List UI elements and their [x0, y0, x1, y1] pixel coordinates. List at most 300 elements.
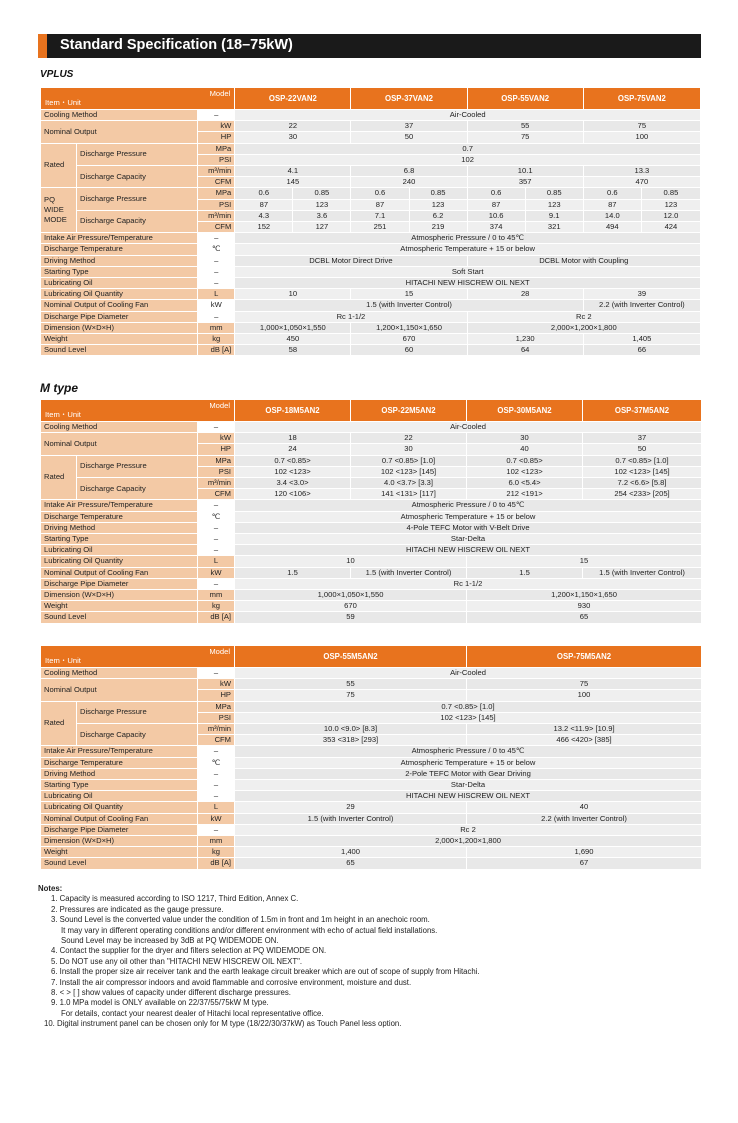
cell-value: 0.85 [409, 188, 467, 199]
cell-value: 28 [467, 289, 583, 300]
row-label: Nominal Output [41, 433, 198, 455]
cell-value: HITACHI NEW HISCREW OIL NEXT [235, 545, 702, 556]
row-label: Sound Level [41, 345, 198, 356]
header-row [41, 646, 702, 668]
cell-value: 102 <123> [145] [351, 466, 467, 477]
sub-label: Discharge Pressure [77, 143, 198, 165]
table-row [41, 768, 702, 779]
cell-value: 59 [235, 612, 467, 623]
pq-label-line: PQ [44, 195, 55, 205]
cell-value: 4.0 <3.7> [3.3] [351, 478, 467, 489]
table-row [41, 578, 702, 589]
cell-value: Rc 1-1/2 [235, 311, 467, 322]
cell-value: 494 [583, 222, 641, 233]
row-label: Lubricating Oil [41, 791, 198, 802]
table-row [41, 422, 702, 433]
cell-value: 30 [467, 433, 583, 444]
row-unit: – [198, 768, 235, 779]
table-row [41, 255, 701, 266]
cell-value: 1.5 (with Inverter Control) [351, 567, 467, 578]
cell-value: Air-Cooled [235, 110, 701, 121]
row-label: Sound Level [41, 612, 198, 623]
row-unit: – [198, 578, 235, 589]
table-row [41, 266, 701, 277]
cell-value: 930 [467, 601, 702, 612]
cell-value: 670 [235, 601, 467, 612]
cell-value: 251 [351, 222, 409, 233]
cell-value: 4.1 [235, 166, 351, 177]
row-unit: mm [198, 590, 235, 601]
cell-value: 0.85 [525, 188, 583, 199]
pq-label-line: MODE [44, 215, 67, 225]
cell-value: HITACHI NEW HISCREW OIL NEXT [235, 791, 702, 802]
cell-value: 1,000×1,050×1,550 [235, 590, 467, 601]
table-row [41, 210, 701, 221]
cell-value: 123 [293, 199, 351, 210]
row-unit: – [198, 545, 235, 556]
table-row [41, 433, 702, 444]
model-name: OSP-22M5AN2 [351, 400, 467, 422]
cell-value: DCBL Motor with Coupling [467, 255, 700, 266]
cell-value: Rc 2 [467, 311, 700, 322]
row-unit: HP [198, 690, 235, 701]
model-name: OSP-30M5AN2 [467, 400, 583, 422]
cell-value: 1.5 [235, 567, 351, 578]
banner-accent [38, 34, 47, 58]
cell-value: 87 [351, 199, 409, 210]
table-row [41, 679, 702, 690]
row-unit: m³/min [198, 478, 235, 489]
cell-value: 0.7 <0.85> [235, 455, 351, 466]
row-label: Lubricating Oil [41, 545, 198, 556]
row-label: Nominal Output of Cooling Fan [41, 567, 198, 578]
row-unit: MPa [198, 701, 235, 712]
row-unit: – [198, 500, 235, 511]
row-unit: CFM [198, 489, 235, 500]
cell-value: Star-Delta [235, 780, 702, 791]
table-row [41, 701, 702, 712]
row-unit: MPa [198, 188, 235, 199]
header-row [41, 400, 702, 422]
row-unit: CFM [198, 222, 235, 233]
table-row [41, 322, 701, 333]
cell-value: 0.7 <0.85> [1.0] [351, 455, 467, 466]
row-label: Weight [41, 847, 198, 858]
cell-value: 145 [235, 177, 351, 188]
cell-value: 14.0 [583, 210, 641, 221]
cell-value: 18 [235, 433, 351, 444]
cell-value: 120 <106> [235, 489, 351, 500]
row-unit: – [198, 824, 235, 835]
cell-value: Atmospheric Pressure / 0 to 45℃ [235, 233, 701, 244]
table-row [41, 612, 702, 623]
cell-value: 24 [235, 444, 351, 455]
row-unit: kW [198, 679, 235, 690]
cell-value: DCBL Motor Direct Drive [235, 255, 467, 266]
row-label: Discharge Temperature [41, 757, 198, 768]
cell-value: 75 [235, 690, 467, 701]
row-label: Rated [41, 701, 77, 746]
cell-value: 64 [467, 345, 583, 356]
cell-value: 55 [235, 679, 467, 690]
row-unit: – [198, 780, 235, 791]
table-row [41, 166, 701, 177]
cell-value: 0.85 [293, 188, 351, 199]
row-label: Starting Type [41, 780, 198, 791]
cell-value: 29 [235, 802, 467, 813]
row-unit: kg [198, 334, 235, 345]
row-unit: kg [198, 847, 235, 858]
cell-value: 10.1 [467, 166, 583, 177]
table-row [41, 188, 701, 199]
cell-value: 13.2 <11.9> [10.9] [467, 724, 702, 735]
cell-value: Rc 1-1/2 [235, 578, 702, 589]
row-label: Intake Air Pressure/Temperature [41, 746, 198, 757]
cell-value: 55 [467, 121, 583, 132]
cell-value: 1.5 (with Inverter Control) [235, 300, 583, 311]
notes-section [38, 884, 718, 1030]
sub-label: Discharge Capacity [77, 478, 198, 500]
cell-value: Atmospheric Pressure / 0 to 45℃ [235, 500, 702, 511]
row-unit: – [198, 233, 235, 244]
row-unit: – [198, 110, 235, 121]
table-row [41, 278, 701, 289]
note-line: 6. Install the proper size air receiver tank and the earth leakage circuit breaker which are out of scope of supply from Hitachi. [51, 967, 480, 977]
row-unit: mm [198, 836, 235, 847]
cell-value: 1.5 [467, 567, 583, 578]
note-line: Sound Level may be increased by 3dB at PQ WIDEMODE ON. [61, 936, 279, 946]
row-label: Lubricating Oil Quantity [41, 802, 198, 813]
cell-value: 123 [641, 199, 700, 210]
cell-value: 1,405 [583, 334, 700, 345]
cell-value: HITACHI NEW HISCREW OIL NEXT [235, 278, 701, 289]
cell-value: Atmospheric Temperature + 15 or below [235, 757, 702, 768]
row-label: Lubricating Oil Quantity [41, 556, 198, 567]
row-unit: – [198, 422, 235, 433]
note-line: 4. Contact the supplier for the dryer and filters selection at PQ WIDEMODE ON. [51, 946, 327, 956]
cell-value: 1,400 [235, 847, 467, 858]
cell-value: 424 [641, 222, 700, 233]
row-unit: – [198, 668, 235, 679]
cell-value: 123 [525, 199, 583, 210]
cell-value: 152 [235, 222, 293, 233]
header-row [41, 88, 701, 110]
cell-value: 123 [409, 199, 467, 210]
cell-value: 58 [235, 345, 351, 356]
row-label: Dimension (W×D×H) [41, 322, 198, 333]
table-row [41, 824, 702, 835]
row-unit: ℃ [198, 511, 235, 522]
cell-value: 141 <131> [117] [351, 489, 467, 500]
row-label: Cooling Method [41, 668, 198, 679]
cell-value: 4.3 [235, 210, 293, 221]
cell-value: 0.6 [583, 188, 641, 199]
row-unit: kW [198, 813, 235, 824]
cell-value: 100 [583, 132, 700, 143]
row-label: Dimension (W×D×H) [41, 590, 198, 601]
cell-value: 30 [235, 132, 351, 143]
table-row [41, 567, 702, 578]
row-unit: PSI [198, 154, 235, 165]
cell-value: 37 [351, 121, 467, 132]
cell-value: Atmospheric Temperature + 15 or below [235, 244, 701, 255]
cell-value: 65 [235, 858, 467, 869]
cell-value: 212 <191> [467, 489, 583, 500]
table-row [41, 143, 701, 154]
row-unit: L [198, 802, 235, 813]
model-header: Model [209, 647, 231, 656]
cell-value: 1,000×1,050×1,550 [235, 322, 351, 333]
table-row [41, 556, 702, 567]
sub-label: Discharge Capacity [77, 724, 198, 746]
cell-value: 6.0 <5.4> [467, 478, 583, 489]
cell-value: 40 [467, 802, 702, 813]
cell-value: 0.6 [351, 188, 409, 199]
row-label: Intake Air Pressure/Temperature [41, 233, 198, 244]
row-unit: HP [198, 444, 235, 455]
row-unit: mm [198, 322, 235, 333]
table-row [41, 780, 702, 791]
cell-value: 50 [351, 132, 467, 143]
cell-value: 127 [293, 222, 351, 233]
sub-label: Discharge Capacity [77, 166, 198, 188]
row-unit: kW [198, 300, 235, 311]
row-unit: ℃ [198, 757, 235, 768]
table-row [41, 121, 701, 132]
notes-title: Notes: [38, 884, 63, 893]
table-row [41, 847, 702, 858]
cell-value: 9.1 [525, 210, 583, 221]
table-row [41, 500, 702, 511]
cell-value: 22 [351, 433, 467, 444]
cell-value: 1,200×1,150×1,650 [351, 322, 467, 333]
row-unit: L [198, 556, 235, 567]
model-name: OSP-75VAN2 [583, 88, 700, 110]
cell-value: 3.4 <3.0> [235, 478, 351, 489]
row-label: Dimension (W×D×H) [41, 836, 198, 847]
row-label: Starting Type [41, 266, 198, 277]
cell-value: 7.2 <6.6> [5.8] [583, 478, 702, 489]
row-label: Discharge Pipe Diameter [41, 578, 198, 589]
mtype-large-spec-table [40, 645, 702, 870]
cell-value: 219 [409, 222, 467, 233]
row-label: Driving Method [41, 522, 198, 533]
cell-value: 353 <318> [293] [235, 735, 467, 746]
cell-value: 50 [583, 444, 702, 455]
row-unit: HP [198, 132, 235, 143]
cell-value: 0.6 [467, 188, 525, 199]
model-name: OSP-55M5AN2 [235, 646, 467, 668]
table-row [41, 534, 702, 545]
note-line: 1. Capacity is measured according to ISO 1217, Third Edition, Annex C. [51, 894, 299, 904]
model-name: OSP-37M5AN2 [583, 400, 702, 422]
row-unit: CFM [198, 177, 235, 188]
cell-value: 1,200×1,150×1,650 [467, 590, 702, 601]
table-row [41, 836, 702, 847]
row-label: Nominal Output [41, 679, 198, 701]
row-label: Intake Air Pressure/Temperature [41, 500, 198, 511]
cell-value: 6.2 [409, 210, 467, 221]
row-unit: kW [198, 567, 235, 578]
cell-value: 6.8 [351, 166, 467, 177]
cell-value: 15 [351, 289, 467, 300]
series-label-mtype: M type [40, 381, 79, 395]
row-label: Lubricating Oil Quantity [41, 289, 198, 300]
row-label: Sound Level [41, 858, 198, 869]
table-row [41, 311, 701, 322]
table-row [41, 590, 702, 601]
cell-value: 75 [583, 121, 700, 132]
row-unit: – [198, 266, 235, 277]
cell-value: 15 [467, 556, 702, 567]
table-row [41, 724, 702, 735]
table-row [41, 802, 702, 813]
cell-value: 10 [235, 556, 467, 567]
table-row [41, 545, 702, 556]
cell-value: 102 <123> [467, 466, 583, 477]
vplus-spec-table [40, 87, 701, 356]
cell-value: 0.7 <0.85> [1.0] [235, 701, 702, 712]
cell-value: Soft Start [235, 266, 701, 277]
cell-value: Air-Cooled [235, 422, 702, 433]
row-label: Nominal Output of Cooling Fan [41, 300, 198, 311]
note-line: For details, contact your nearest dealer of Hitachi local representative office. [61, 1008, 324, 1018]
sub-label: Discharge Pressure [77, 188, 198, 210]
cell-value: 75 [467, 132, 583, 143]
table-row [41, 746, 702, 757]
cell-value: 450 [235, 334, 351, 345]
note-line: 5. Do NOT use any oil other than "HITACHI NEW HISCREW OIL NEXT". [51, 956, 303, 966]
row-label: Starting Type [41, 534, 198, 545]
note-line: 3. Sound Level is the converted value under the condition of 1.5m in front and 1m height in an anechoic room. [51, 915, 430, 925]
row-unit: – [198, 311, 235, 322]
row-unit: – [198, 278, 235, 289]
table-row [41, 110, 701, 121]
cell-value: 87 [467, 199, 525, 210]
table-row [41, 757, 702, 768]
cell-value: 87 [235, 199, 293, 210]
cell-value: 1.5 (with Inverter Control) [235, 813, 467, 824]
cell-value: 67 [467, 858, 702, 869]
table-row [41, 233, 701, 244]
table-row [41, 478, 702, 489]
cell-value: 10 [235, 289, 351, 300]
row-unit: MPa [198, 143, 235, 154]
model-name: OSP-22VAN2 [235, 88, 351, 110]
row-unit: PSI [198, 199, 235, 210]
cell-value: 4-Pole TEFC Motor with V-Belt Drive [235, 522, 702, 533]
cell-value: 3.6 [293, 210, 351, 221]
row-unit: – [198, 534, 235, 545]
cell-value: 2.2 (with Inverter Control) [467, 813, 702, 824]
item-unit-header: Item・Unit [45, 98, 81, 107]
row-label: Discharge Temperature [41, 244, 198, 255]
cell-value: 66 [583, 345, 700, 356]
row-unit: – [198, 746, 235, 757]
cell-value: 30 [351, 444, 467, 455]
row-unit: – [198, 791, 235, 802]
series-label-vplus: VPLUS [40, 69, 74, 80]
row-unit: dB [A] [198, 612, 235, 623]
cell-value: 1,690 [467, 847, 702, 858]
row-label: Nominal Output of Cooling Fan [41, 813, 198, 824]
row-unit: CFM [198, 735, 235, 746]
row-unit: kW [198, 121, 235, 132]
cell-value: 100 [467, 690, 702, 701]
table-row [41, 300, 701, 311]
note-line: 2. Pressures are indicated as the gauge pressure. [51, 904, 224, 914]
row-label: Rated [41, 143, 77, 188]
cell-value: 2.2 (with Inverter Control) [583, 300, 700, 311]
row-unit: – [198, 522, 235, 533]
cell-value: 2-Pole TEFC Motor with Gear Driving [235, 768, 702, 779]
mtype-spec-table [40, 399, 702, 624]
row-label: Nominal Output [41, 121, 198, 143]
page-title: Standard Specification (18–75kW) [60, 37, 293, 53]
cell-value: 102 <123> [235, 466, 351, 477]
row-unit: kW [198, 433, 235, 444]
row-label: Driving Method [41, 768, 198, 779]
table-row [41, 455, 702, 466]
row-unit: ℃ [198, 244, 235, 255]
row-label: Weight [41, 601, 198, 612]
model-name: OSP-18M5AN2 [235, 400, 351, 422]
note-line: 7. Install the air compressor indoors and avoid flammable and corrosive environment, moisture and dust. [51, 977, 412, 987]
item-unit-header: Item・Unit [45, 656, 81, 665]
model-name: OSP-55VAN2 [467, 88, 583, 110]
model-header: Model [209, 89, 231, 98]
cell-value: 254 <233> [205] [583, 489, 702, 500]
row-label-pq-wide-mode [41, 188, 77, 233]
table-row [41, 334, 701, 345]
row-label: Weight [41, 334, 198, 345]
model-name: OSP-37VAN2 [351, 88, 467, 110]
cell-value: 0.6 [235, 188, 293, 199]
cell-value: 10.6 [467, 210, 525, 221]
pq-label-line: WIDE [44, 205, 64, 215]
row-unit: m³/min [198, 724, 235, 735]
row-label: Rated [41, 455, 77, 500]
model-name: OSP-75M5AN2 [467, 646, 702, 668]
table-row [41, 289, 701, 300]
cell-value: 357 [467, 177, 583, 188]
sub-label: Discharge Pressure [77, 701, 198, 723]
row-unit: dB [A] [198, 858, 235, 869]
cell-value: 0.7 [235, 143, 701, 154]
row-label: Discharge Pipe Diameter [41, 824, 198, 835]
cell-value: 1,230 [467, 334, 583, 345]
cell-value: 321 [525, 222, 583, 233]
item-unit-header: Item・Unit [45, 410, 81, 419]
cell-value: 2,000×1,200×1,800 [235, 836, 702, 847]
cell-value: 40 [467, 444, 583, 455]
sub-label: Discharge Capacity [77, 210, 198, 232]
cell-value: 0.7 <0.85> [1.0] [583, 455, 702, 466]
table-row [41, 511, 702, 522]
cell-value: 7.1 [351, 210, 409, 221]
cell-value: 13.3 [583, 166, 700, 177]
row-unit: dB [A] [198, 345, 235, 356]
cell-value: 39 [583, 289, 700, 300]
row-unit: PSI [198, 466, 235, 477]
row-unit: m³/min [198, 166, 235, 177]
cell-value: Atmospheric Temperature + 15 or below [235, 511, 702, 522]
cell-value: 102 [235, 154, 701, 165]
cell-value: 0.85 [641, 188, 700, 199]
cell-value: 60 [351, 345, 467, 356]
row-label: Cooling Method [41, 110, 198, 121]
row-label: Discharge Temperature [41, 511, 198, 522]
